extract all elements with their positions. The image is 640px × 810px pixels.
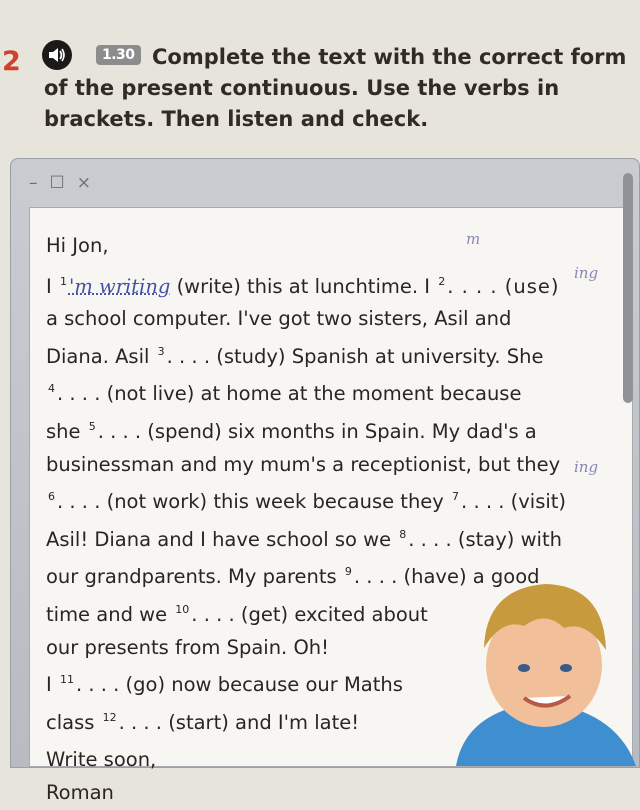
answer-gap[interactable]: . . . . (use): [447, 274, 560, 298]
letter-line: [46, 373, 566, 411]
gap-number: 8: [399, 527, 407, 541]
window-controls: [29, 173, 91, 193]
gap-number: 5: [88, 419, 96, 433]
handwritten-note: ing: [574, 458, 599, 476]
answer-gap[interactable]: . . . . (not live) at home at the moment because: [57, 382, 522, 406]
gap-number: 9: [344, 565, 352, 579]
gap-number: 11: [59, 673, 74, 687]
maximize-icon[interactable]: ☐: [49, 173, 65, 193]
answer-gap[interactable]: . . . . (spend) six months in Spain. My dad's a: [97, 419, 537, 443]
boy-photo: [446, 570, 640, 766]
gap-number: 7: [452, 490, 460, 504]
answer-gap[interactable]: . . . . (stay) with: [408, 527, 562, 551]
gap-number: 1: [59, 274, 67, 288]
letter-line: a school computer. I've got two sisters, Asil and: [46, 307, 512, 331]
letter-line: she $^5$ . . . . (spend) six months in Spain. My dad's a: [46, 419, 537, 443]
answer-gap[interactable]: . . . . (study) Spanish at university. She: [166, 344, 544, 368]
answer-gap[interactable]: . . . . (start) and I'm late!: [118, 710, 360, 734]
exercise-number: 2: [2, 46, 21, 77]
scrollbar[interactable]: [623, 173, 633, 403]
gap-number: 2: [438, 274, 446, 288]
gap-number: 6: [48, 490, 55, 504]
signoff: Write soon,: [46, 748, 157, 772]
letter-line: time and we $^{10}$ . . . . (get) excited about: [46, 602, 428, 626]
example-answer: 'm writing: [68, 274, 171, 298]
answer-gap[interactable]: . . . . (have) a good: [353, 565, 540, 589]
letter-line: Asil! Diana and I have school so we $^8$ . . . . (stay) with: [46, 527, 562, 551]
instruction-text: Complete the text with the correct form of the present continuous. Use the verbs in brackets. Then listen and check.: [44, 45, 627, 131]
letter-line: class $^{12}$ . . . . (start) and I'm late!: [46, 710, 360, 734]
greeting: Hi Jon,: [46, 234, 109, 257]
signature: Roman: [46, 780, 114, 804]
letter-line: [46, 481, 566, 519]
answer-gap[interactable]: . . . . (visit): [461, 490, 567, 514]
close-icon[interactable]: ×: [76, 173, 91, 193]
handwritten-note: ing: [574, 264, 599, 282]
letter-line: Diana. Asil $^3$ . . . . (study) Spanish at university. She: [46, 344, 544, 368]
letter-line: I $^{11}$ . . . . (go) now because our Maths: [46, 673, 403, 697]
letter-line: businessman and my mum's a receptionist, but they: [46, 452, 561, 476]
gap-number: 10: [175, 602, 190, 616]
handwritten-note: m: [466, 230, 481, 248]
gap-number: 4: [48, 382, 55, 396]
minimize-icon[interactable]: –: [29, 173, 38, 193]
gap-number: 3: [157, 344, 165, 358]
track-badge: 1.30: [96, 45, 141, 65]
answer-gap[interactable]: . . . . (not work) this week because they: [57, 490, 451, 514]
answer-gap[interactable]: . . . . (get) excited about: [191, 602, 428, 626]
answer-gap[interactable]: . . . . (go) now because our Maths: [75, 673, 403, 697]
gap-number: 12: [102, 710, 117, 724]
letter-line: our presents from Spain. Oh!: [46, 635, 329, 659]
letter-line: I $^1$ 'm writing (write) this at lunchtime. I $^2$ . . . . (use): [46, 274, 560, 298]
letter-line: our grandparents. My parents $^9$ . . . . (have) a good: [46, 565, 540, 589]
